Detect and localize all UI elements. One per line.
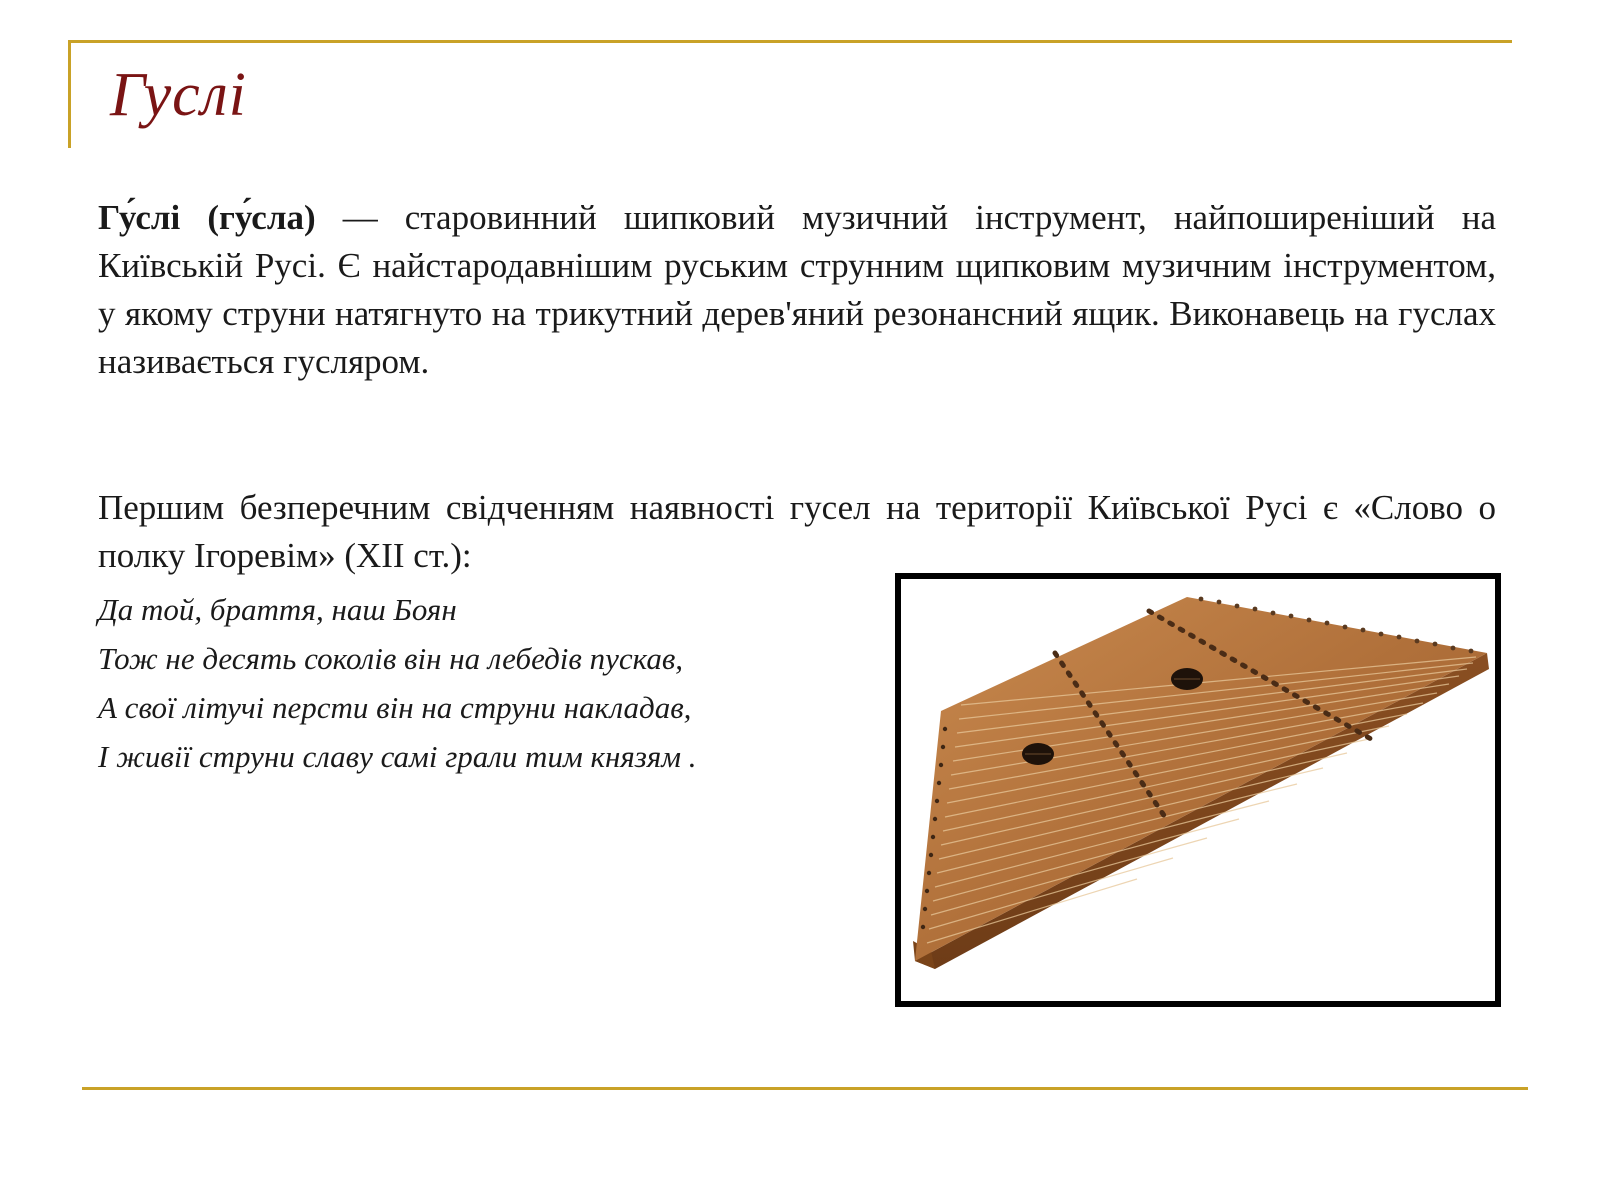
definition-paragraph (98, 194, 1496, 386)
verse-line: Тож не десять соколів він на лебедів пускав, (98, 641, 684, 676)
gusli-photo (895, 573, 1501, 1007)
slide-title: Гуслі (110, 61, 247, 129)
gusli-illustration (901, 579, 1495, 1001)
definition-text: — старовинний шипковий музичний інструмент, найпоширеніший на Київській Русі. Є найстародавнішим руським струнним щипковим музичним інструментом, у якому струни натягнуто на трикутний дерев'яний резонансний ящик. Виконавець на гуслах називається гусляром. (98, 198, 1496, 381)
left-accent-rule (68, 40, 71, 148)
term-gusli: Гу́слі (гу́сла) (98, 198, 316, 237)
bottom-rule (82, 1087, 1528, 1090)
history-paragraph: Першим безперечним свідченням наявності гусел на території Київської Русі є «Слово о полку Ігоревім» (ХІІ ст.): (98, 488, 1496, 575)
verse-line: І живії струни славу самі грали тим князям . (98, 739, 697, 774)
verse-line: А свої літучі персти він на струни накладав, (98, 690, 692, 725)
verse-quote (98, 585, 697, 781)
verse-line: Да той, браття, наш Боян (98, 592, 457, 627)
top-rule (68, 40, 1512, 43)
